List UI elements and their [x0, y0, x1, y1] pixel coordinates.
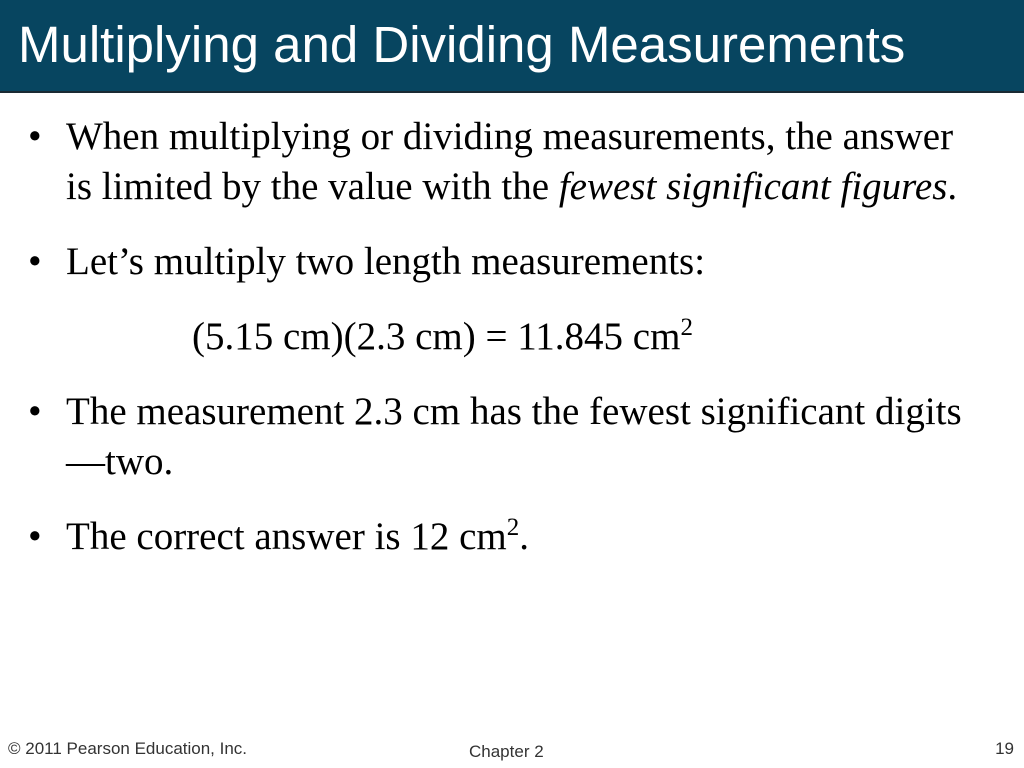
equation-text: (5.15 cm)(2.3 cm) = 11.845 cm	[192, 315, 681, 358]
equation-exponent: 2	[680, 314, 693, 341]
bullet-exponent: 2	[506, 514, 520, 541]
bullet-item	[0, 112, 966, 212]
bullet-marker: •	[28, 390, 42, 433]
bullet-item	[0, 237, 966, 287]
bullet-marker: •	[28, 240, 42, 283]
slide-title: Multiplying and Dividing Measurements	[18, 16, 906, 73]
bullet-item	[0, 512, 966, 562]
footer-page-number: 19	[995, 739, 1014, 758]
bullet-item	[0, 387, 966, 487]
bullet-marker: •	[28, 515, 42, 558]
bullet-text: Let’s multiply two length measurements:	[66, 240, 706, 283]
equation	[0, 312, 1024, 362]
bullet-text: The correct answer is 12 cm	[66, 515, 507, 558]
bullet-text: The measurement 2.3 cm has the fewest significant digits—two.	[66, 390, 962, 483]
footer-chapter: Chapter 2	[469, 742, 544, 761]
footer-copyright: © 2011 Pearson Education, Inc.	[8, 739, 248, 758]
bullet-text-end: .	[519, 515, 529, 558]
bullet-emphasis: fewest significant figures	[558, 165, 948, 208]
slide-body	[0, 112, 1024, 562]
bullet-text-end: .	[947, 165, 958, 208]
bullet-text: When multiplying or dividing measurements, the answer is limited by the value with the	[66, 115, 954, 208]
bullet-marker: •	[28, 115, 42, 158]
title-bar	[0, 0, 1024, 93]
